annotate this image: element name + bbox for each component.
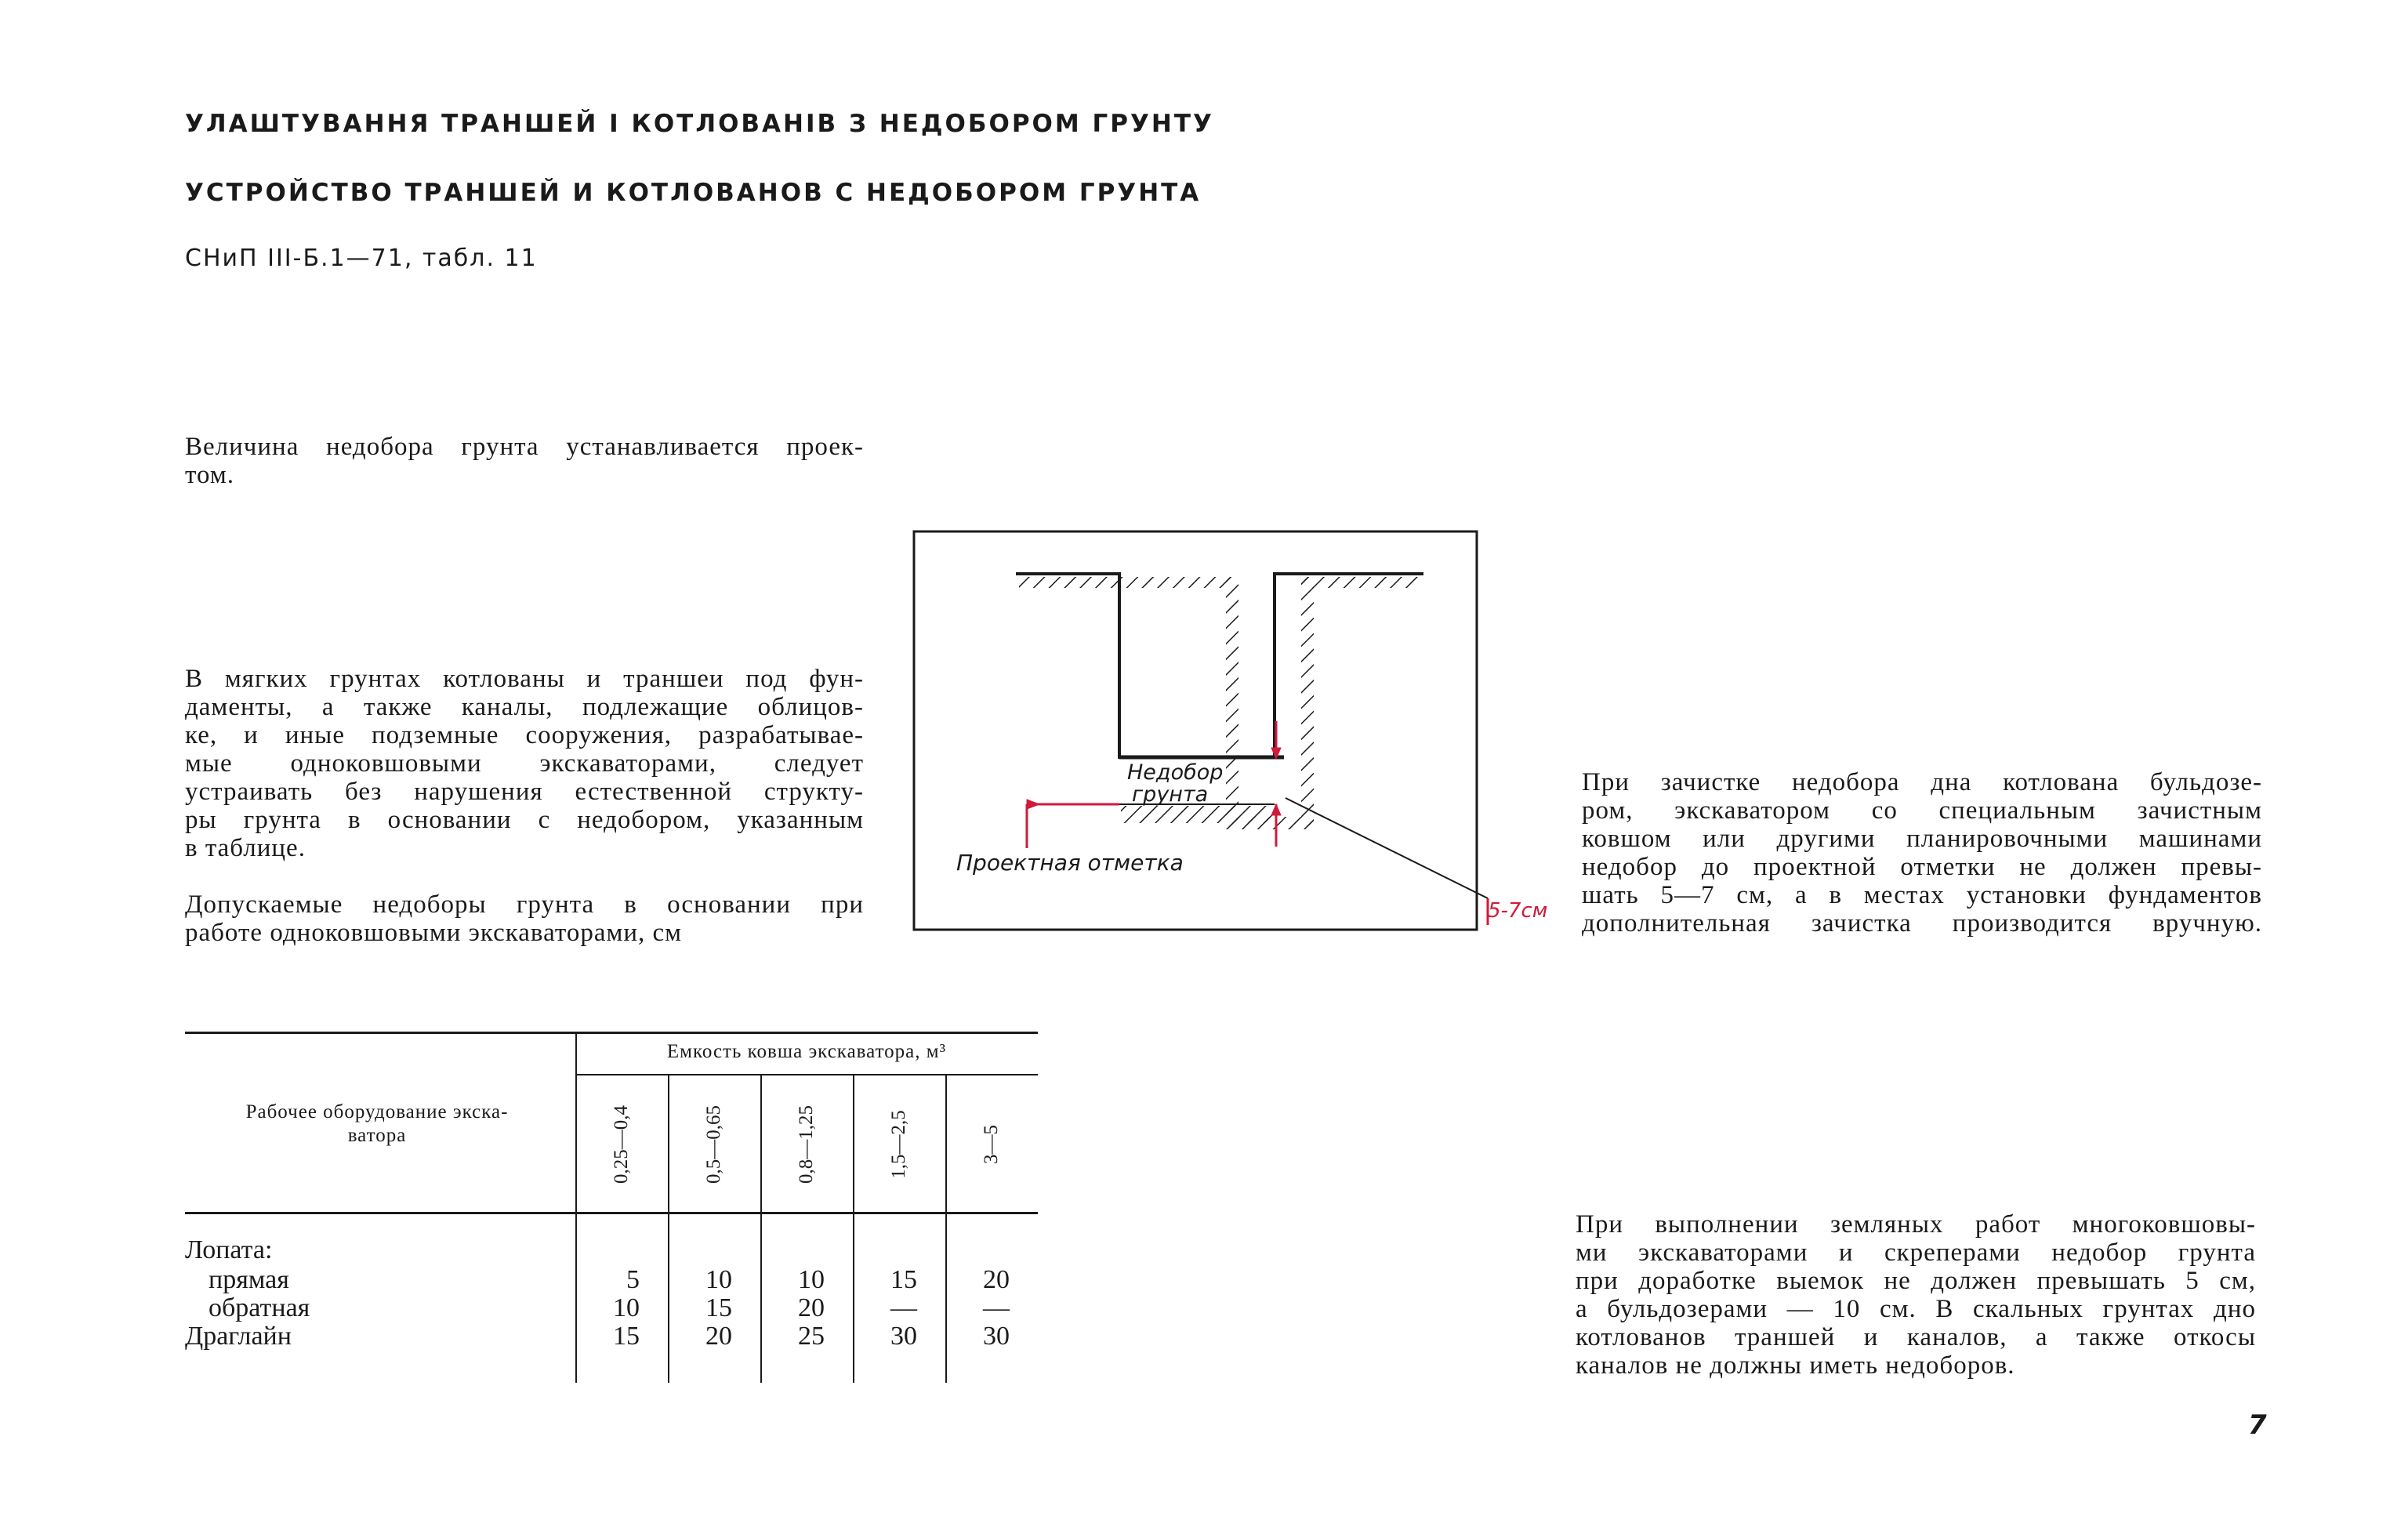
text-line: устраивать без нарушения естественной структу- [185,778,864,806]
trench-diagram [909,525,1568,948]
table-cell: 30 [983,1322,1010,1351]
table-header-rule [185,1212,1038,1214]
text-line: ры грунта в основании с недобором, указанным [185,806,864,834]
multi-bucket-paragraph [1576,1210,2256,1380]
table-cell: 5 [626,1265,640,1294]
column-divider [760,1075,762,1383]
capacity-0: 0,25—0,4 [611,1105,632,1184]
equipment-header-line: Рабочее оборудование экска- [245,1101,509,1123]
capacity-header: Емкость ковша экскаватора, м³ [666,1041,947,1062]
text-line: дополнительная зачистка производится вручную. [1582,909,2262,938]
table-top-rule [185,1032,1038,1034]
text-line: При выполнении земляных работ многоковшовы- [1576,1210,2256,1239]
capacity-1: 0,5—0,65 [703,1105,724,1184]
text-line: мые одноковшовыми экскаваторами, следует [185,749,864,778]
norm-reference: СНиП III-Б.1—71, табл. 11 [185,245,538,272]
text-line: ром, экскаватором со специальным зачистным [1582,796,2262,825]
table-cell: — [983,1293,1010,1322]
capacity-4: 3—5 [981,1125,1002,1164]
text-line: шать 5—7 см, а в местах установки фундаментов [1582,881,2262,909]
label-underfill-2: грунта [1132,782,1209,807]
soft-soils-paragraph [185,665,864,862]
text-line: котлованов траншей и каналов, а также откосы [1576,1323,2256,1351]
text-line: при доработке выемок не должен превышать 5 см, [1576,1267,2256,1295]
text-line: а бульдозерами — 10 см. В скальных грунтах дно [1576,1295,2256,1323]
row-label-backhoe: обратная [209,1293,310,1322]
cleaning-paragraph [1582,768,2262,938]
table-cell: 10 [705,1265,732,1294]
text-line: Величина недобора грунта устанавливается проек- [185,433,864,461]
column-divider [575,1032,577,1383]
text-line: в таблице. [185,834,306,862]
table-cell: 10 [798,1265,825,1294]
text-line: каналов не должны иметь недоборов. [1576,1351,2015,1380]
label-underfill-1: Недобор [1127,760,1224,785]
table-cell: 10 [613,1293,640,1322]
row-label-dragline: Драглайн [185,1322,292,1351]
capacity-3: 1,5—2,5 [888,1110,909,1179]
table-cell: — [890,1293,917,1322]
title-russian: УСТРОЙСТВО ТРАНШЕЙ И КОТЛОВАНОВ С НЕДОБОРОМ ГРУНТА [185,179,1202,207]
text-line: том. [185,461,234,489]
table-cell: 15 [890,1265,917,1294]
text-line: Допускаемые недоборы грунта в основании при [185,890,864,919]
ground-hatching [1019,577,1419,829]
equipment-header-line: ватора [347,1125,407,1146]
page-number: 7 [2248,1409,2267,1441]
trench-outline [1016,574,1423,757]
text-line: ке, и иные подземные сооружения, разрабатывае- [185,721,864,749]
capacity-header-rule [575,1074,1038,1075]
text-line: недобор до проектной отметки не должен превы- [1582,853,2262,881]
group-label: Лопата: [185,1235,273,1264]
title-ukrainian: УЛАШТУВАННЯ ТРАНШЕЙ І КОТЛОВАНІВ З НЕДОБОРОМ ГРУНТУ [185,110,1214,138]
row-label-straight: прямая [209,1265,289,1294]
table-cell: 25 [798,1322,825,1351]
text-line: ми экскаваторами и скреперами недобор грунта [1576,1239,2256,1267]
leader-line [1286,798,1488,898]
intro-paragraph [185,433,864,489]
label-range: 5-7см [1488,899,1548,923]
text-line: работе одноковшовыми экскаваторами, см [185,919,683,947]
table-cell: 30 [890,1322,917,1351]
allowed-underfill-paragraph [185,890,864,947]
text-line: ковшом или другими планировочными машинами [1582,825,2262,853]
capacity-2: 0,8—1,25 [796,1105,817,1184]
table-cell: 15 [613,1322,640,1351]
column-divider [668,1075,669,1383]
equipment-column-header [185,1101,569,1148]
text-line: В мягких грунтах котлованы и траншеи под фун- [185,665,864,693]
label-design-mark: Проектная отметка [956,850,1184,876]
bottom-hatching [1121,806,1275,823]
text-line: даменты, а также каналы, подлежащие облицов- [185,693,864,721]
table-cell: 15 [705,1293,732,1322]
table-cell: 20 [983,1265,1010,1294]
column-divider [853,1075,854,1383]
column-divider [945,1075,947,1383]
table-cell: 20 [705,1322,732,1351]
table-cell: 20 [798,1293,825,1322]
text-line: При зачистке недобора дна котлована бульдозе- [1582,768,2262,796]
